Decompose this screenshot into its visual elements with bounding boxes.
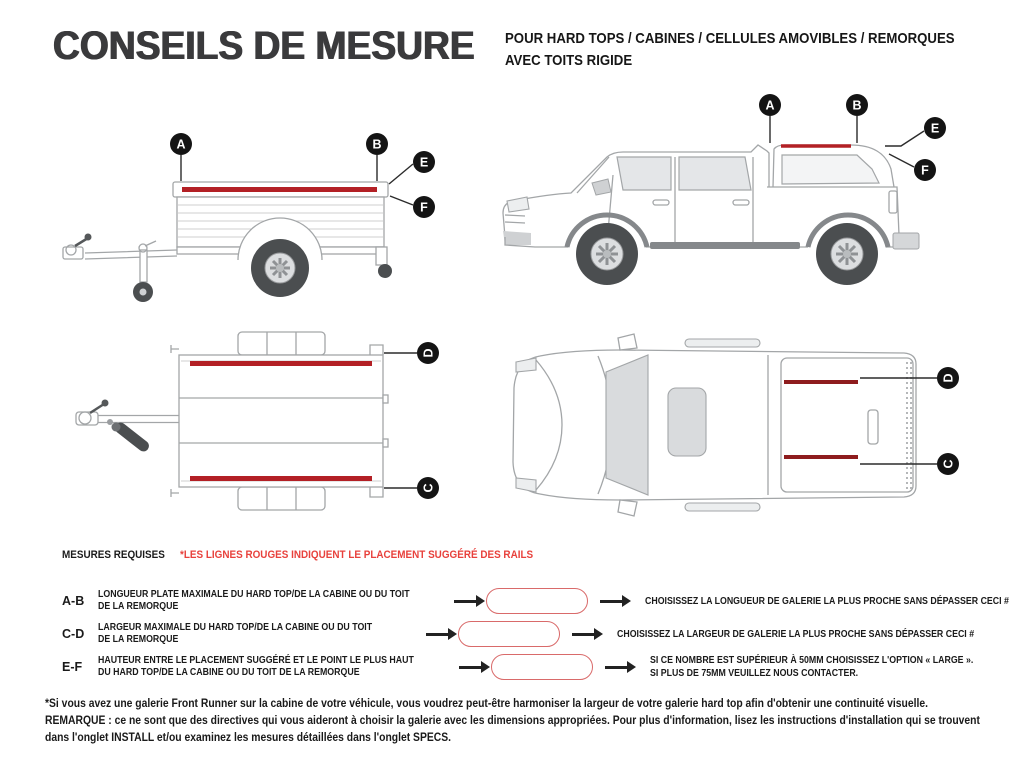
- rear-bumper: [893, 233, 919, 249]
- measure-description: [98, 589, 410, 614]
- svg-text:B: B: [852, 98, 862, 113]
- rear-wheel: [816, 223, 878, 285]
- side-mirror: [618, 500, 637, 516]
- svg-text:C: C: [421, 483, 436, 493]
- trailer-top-body: [76, 332, 388, 510]
- marker-d: [937, 367, 959, 389]
- marker-a: [759, 94, 781, 116]
- arrow-right-icon: [600, 595, 630, 607]
- svg-text:D: D: [421, 348, 436, 358]
- svg-text:D: D: [941, 373, 956, 383]
- front-door-window: [617, 157, 671, 190]
- arrow-right-icon: [605, 661, 635, 673]
- measure-instruction: [617, 628, 974, 641]
- side-mirror: [618, 334, 637, 350]
- corner-bracket: [370, 487, 383, 497]
- svg-text:E: E: [930, 121, 940, 136]
- measure-row-ef: [62, 650, 1012, 684]
- measure-description: [98, 622, 385, 647]
- tail-light: [889, 191, 897, 213]
- measure-key: A-B: [62, 594, 85, 608]
- truck-side-body: [503, 145, 919, 285]
- rocker-trim: [650, 242, 800, 249]
- top-fender: [238, 332, 325, 355]
- measurement-pill: [458, 621, 560, 647]
- footnote-line: dans l'onglet INSTALL et/ou examinez les mesures détaillées dans l'onglet SPECS.: [45, 732, 452, 744]
- subtitle-line-1: POUR HARD TOPS / CABINES / CELLULES AMOVIBLES / REMORQUES: [505, 30, 955, 47]
- leader-line-e: [885, 131, 924, 146]
- rear-support-wheel: [378, 264, 392, 278]
- sunroof: [668, 388, 706, 456]
- trailer-top-diagram: [40, 315, 460, 530]
- svg-text:A: A: [765, 98, 775, 113]
- truck-side-diagram: [495, 85, 1024, 305]
- leader-line-e: [389, 164, 413, 184]
- marker-f: [914, 159, 936, 181]
- desc-line: HAUTEUR ENTRE LE PLACEMENT SUGGÉRÉ ET LE POINT LE PLUS HAUT: [98, 654, 414, 666]
- truck-top-outline: [513, 350, 916, 500]
- instruction-line: SI CE NOMBRE EST SUPÉRIEUR À 50MM CHOISISSEZ L'OPTION « LARGE ».: [649, 655, 974, 666]
- arrow-right-icon: [426, 628, 456, 640]
- headlight: [516, 358, 536, 372]
- trailer-side-diagram: [55, 100, 445, 315]
- corner-bracket: [370, 345, 383, 355]
- instruction-line: SI PLUS DE 75MM VEUILLEZ NOUS CONTACTER.: [649, 668, 859, 679]
- trailer-top-markers: [384, 342, 439, 499]
- trailer-side-body: [63, 182, 392, 302]
- marker-b: [366, 133, 388, 155]
- svg-text:C: C: [941, 459, 956, 469]
- svg-text:E: E: [419, 155, 429, 170]
- measure-key: E-F: [62, 660, 83, 674]
- jockey-post: [140, 250, 147, 282]
- marker-e: [924, 117, 946, 139]
- measure-instruction: [650, 654, 973, 680]
- instruction-line: CHOISISSEZ LA LONGUEUR DE GALERIE LA PLUS PROCHE SANS DÉPASSER CECI #: [645, 595, 1010, 607]
- measurement-pill: [486, 588, 588, 614]
- desc-line: LARGEUR MAXIMALE DU HARD TOP/DE LA CABINE OU DU TOIT: [98, 621, 373, 633]
- leader-line-f: [390, 196, 413, 205]
- rear-door-window: [679, 157, 751, 190]
- measure-key: C-D: [62, 627, 85, 641]
- footnote: [45, 696, 980, 747]
- headlight: [507, 197, 529, 212]
- front-bumper: [503, 231, 531, 245]
- trailer-box-top: [179, 355, 383, 487]
- leader-line-f: [889, 154, 914, 167]
- trailer-drawbar: [85, 250, 177, 259]
- red-lines-note: *LES LIGNES ROUGES INDIQUENT LE PLACEMENT SUGGÉRÉ DES RAILS: [180, 549, 534, 561]
- side-step: [685, 339, 760, 347]
- arrow-right-icon: [572, 628, 602, 640]
- measure-row-ab: [62, 586, 1012, 616]
- footnote-line: REMARQUE : ce ne sont que des directives qui vous aideront à choisir la galerie avec les dimensions appropriées. Pour plus d'information, lisez les instructions d'installation qui se trouvent: [45, 715, 980, 727]
- bottom-fender: [238, 487, 325, 510]
- measure-description: [98, 655, 414, 680]
- marker-c: [417, 477, 439, 499]
- page-subtitle: [505, 28, 955, 71]
- marker-f: [413, 196, 435, 218]
- subtitle-line-2: AVEC TOITS RIGIDE: [505, 51, 633, 69]
- desc-line: LONGUEUR PLATE MAXIMALE DU HARD TOP/DE LA CABINE OU DU TOIT: [98, 588, 410, 600]
- desc-line: DE LA REMORQUE: [98, 634, 179, 645]
- page-title: CONSEILS DE MESURE: [53, 24, 475, 68]
- svg-text:A: A: [176, 137, 186, 152]
- door-handle: [733, 200, 749, 205]
- svg-text:F: F: [921, 163, 929, 178]
- headlight: [516, 478, 536, 492]
- measure-row-cd: [62, 619, 1012, 649]
- measures-heading: MESURES REQUISES: [62, 549, 165, 561]
- front-wheel: [576, 223, 638, 285]
- windshield-top: [606, 355, 648, 495]
- marker-a: [170, 133, 192, 155]
- canopy-window: [782, 155, 879, 184]
- svg-text:B: B: [372, 137, 382, 152]
- hinge-tab: [383, 439, 388, 447]
- hinge-tab: [383, 395, 388, 403]
- side-step: [685, 503, 760, 511]
- footnote-line: *Si vous avez une galerie Front Runner sur la cabine de votre véhicule, vous voudrez peut-être harmoniser la largeur de votre galerie hard top afin d'obtenir une continuité visuelle.: [45, 698, 929, 710]
- hatch-handle: [868, 410, 878, 444]
- arrow-right-icon: [459, 661, 489, 673]
- svg-text:F: F: [420, 200, 428, 215]
- desc-line: DU HARD TOP/DE LA CABINE OU DU TOIT DE LA REMORQUE: [98, 667, 360, 678]
- door-handle: [653, 200, 669, 205]
- measure-instruction: [645, 595, 1009, 608]
- marker-e: [413, 151, 435, 173]
- marker-c: [937, 453, 959, 475]
- desc-line: DE LA REMORQUE: [98, 601, 179, 612]
- rear-mudflap: [376, 247, 387, 265]
- grille-lines: [505, 215, 525, 223]
- instruction-line: CHOISISSEZ LA LARGEUR DE GALERIE LA PLUS PROCHE SANS DÉPASSER CECI #: [617, 628, 975, 640]
- measurement-pill: [491, 654, 593, 680]
- side-mirror: [592, 179, 611, 195]
- marker-b: [846, 94, 868, 116]
- marker-d: [417, 342, 439, 364]
- truck-top-body: [513, 334, 916, 516]
- arrow-right-icon: [454, 595, 484, 607]
- truck-top-diagram: [500, 330, 965, 535]
